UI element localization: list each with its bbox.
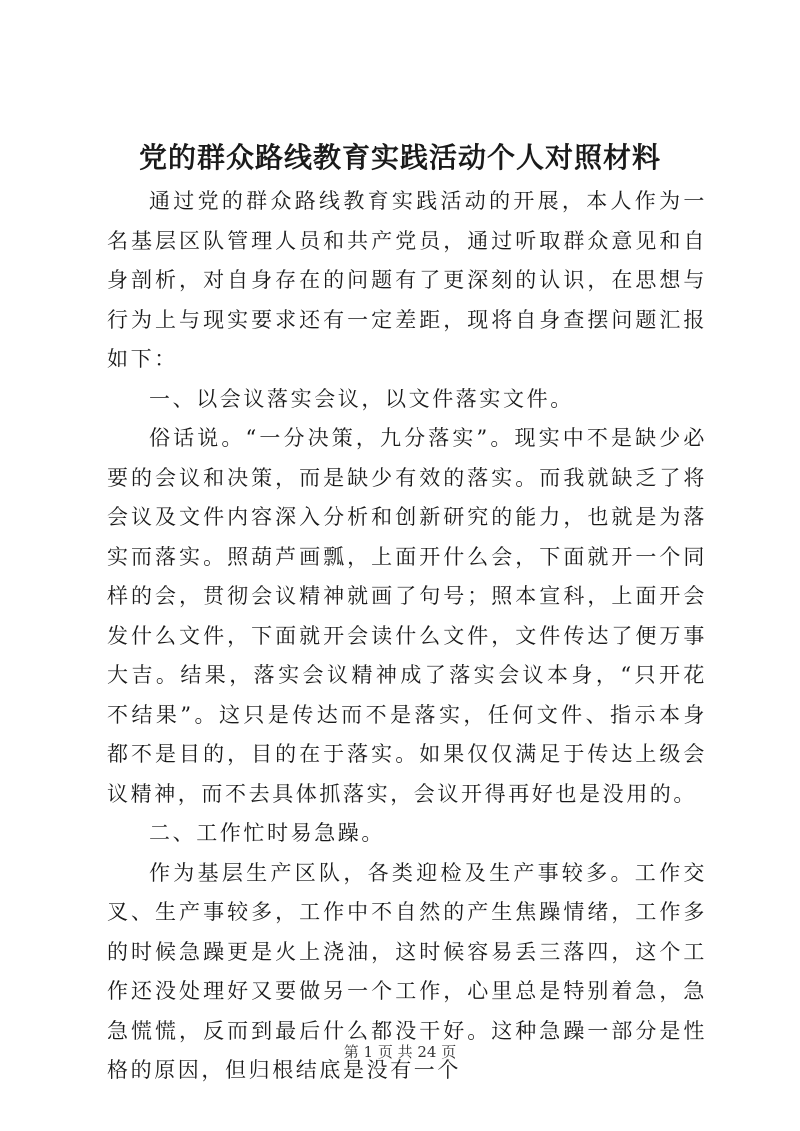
section-heading-2: 二、工作忙时易急躁。 bbox=[149, 821, 385, 845]
document-body bbox=[107, 182, 707, 1091]
section-1-paragraph: 俗话说。“一分决策，九分落实”。现实中不是缺少必要的会议和决策，而是缺少有效的落实。而我就缺乏了将会议及文件内容深入分析和创新研究的能力，也就是为落实而落实。照葫芦画瓢，上面开什么会，下面就开一个同样的会，贯彻会议精神就画了句号；照本宣科，上面开会发什么文件，下面就开会读什么文件，文件传达了便万事大吉。结果，落实会议精神成了落实会议本身，“只开花不结果”。这只是传达而不是落实，任何文件、指示本身都不是目的，目的在于落实。如果仅仅满足于传达上级会议精神，而不去具体抓落实，会议开得再好也是没用的。 bbox=[107, 426, 707, 806]
page-footer: 第 1 页 共 24 页 bbox=[343, 1043, 457, 1061]
section-heading-1: 一、以会议落实会议，以文件落实文件。 bbox=[149, 386, 574, 411]
intro-paragraph: 通过党的群众路线教育实践活动的开展，本人作为一名基层区队管理人员和共产党员，通过听取群众意见和自身剖析，对自身存在的问题有了更深刻的认识，在思想与行为上与现实要求还有一定差距，现将自身查摆问题汇报如下： bbox=[107, 189, 707, 371]
document-title: 党的群众路线教育实践活动个人对照材料 bbox=[138, 141, 661, 174]
section-2-paragraph: 作为基层生产区队，各类迎检及生产事较多。工作交叉、生产事较多，工作中不自然的产生焦躁情绪，工作多的时候急躁更是火上浇油，这时候容易丢三落四，这个工作还没处理好又要做另一个工作，心里总是特别着急，急急慌慌，反而到最后什么都没干好。这种急躁一部分是性格的原因，但归根结底是没有一个 bbox=[107, 860, 707, 1082]
